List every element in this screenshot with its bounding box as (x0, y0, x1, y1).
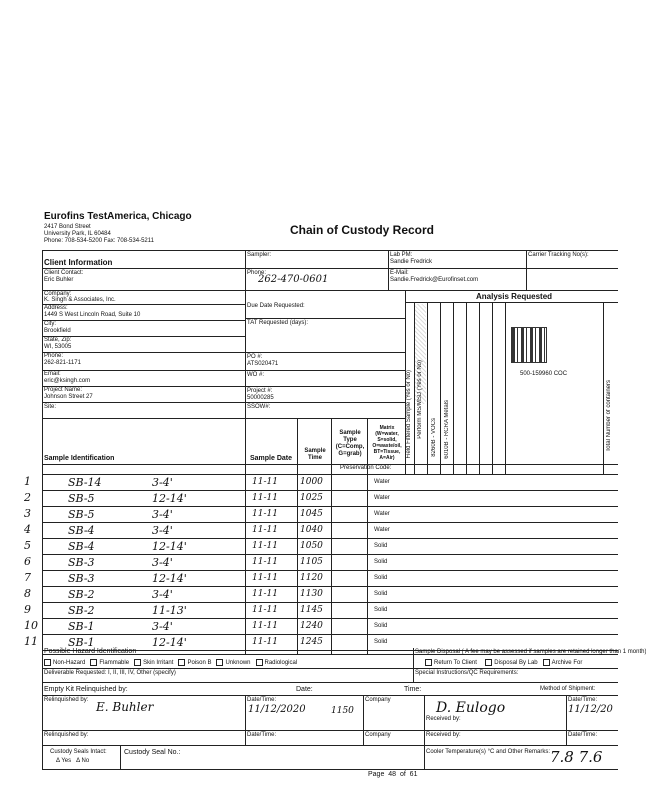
row-number[interactable]: 5 (24, 539, 31, 552)
hazard-poison-b[interactable]: Poison B (178, 660, 211, 666)
carrier-label: Carrier Tracking No(s): (528, 252, 589, 258)
special-instructions-label: Special Instructions/QC Requirements: (415, 670, 519, 676)
sample-date[interactable]: 11-11 (252, 477, 278, 487)
sample-matrix[interactable]: Solid (374, 623, 388, 629)
row-number[interactable]: 6 (24, 555, 31, 568)
sample-time[interactable]: 1105 (300, 557, 323, 567)
row-number[interactable]: 7 (24, 571, 31, 584)
sample-date[interactable]: 11-11 (252, 525, 278, 535)
due-date-label: Due Date Requested: (247, 303, 305, 309)
h-sample-date: Sample Date (250, 455, 293, 462)
sample-time[interactable]: 1040 (300, 525, 323, 535)
checkbox-icon (44, 659, 51, 666)
hazard-unknown[interactable]: Unknown (216, 660, 250, 666)
address-value: 1449 S West Lincoln Road, Suite 10 (44, 312, 141, 318)
city-value: Brookfield (44, 328, 71, 334)
city-label: City: (44, 321, 56, 327)
sample-time[interactable]: 1000 (300, 477, 323, 487)
table-row[interactable] (0, 507, 618, 523)
sample-matrix[interactable]: Solid (374, 575, 388, 581)
sample-depth[interactable]: 3-4' (152, 620, 173, 633)
hazard-non-hazard[interactable]: Non-Hazard (44, 660, 85, 666)
state-label: State, Zip: (44, 337, 72, 343)
custody-yes[interactable]: Δ Yes (56, 758, 72, 764)
client-email-value: eric@ksingh.com (44, 378, 91, 384)
sample-matrix[interactable]: Water (374, 511, 390, 517)
empty-kit-label: Empty Kit Relinquished by: (44, 686, 128, 693)
sample-matrix[interactable]: Solid (374, 591, 388, 597)
sample-date[interactable]: 11-11 (252, 573, 278, 583)
sample-id[interactable]: SB-3 (68, 556, 95, 569)
table-row[interactable] (0, 475, 618, 491)
col-method-2: 6010B - RCRA Metals (444, 400, 450, 459)
sample-depth[interactable]: 12-14' (152, 572, 187, 585)
checkbox-icon (216, 659, 223, 666)
disposal-title: Sample Disposal ( A fee may be assessed if samples are retained longer than 1 month) (415, 649, 646, 655)
qr-code-icon (512, 328, 546, 362)
sample-matrix[interactable]: Solid (374, 559, 388, 565)
hazard-options (44, 659, 297, 667)
sample-id[interactable]: SB-1 (68, 620, 95, 633)
col-method-1: 8260B - VOCs (431, 418, 437, 457)
sample-matrix[interactable]: Water (374, 527, 390, 533)
sample-depth[interactable]: 3-4' (152, 508, 173, 521)
method-shipment-label: Method of Shipment: (540, 686, 596, 692)
wo-label: WO #: (247, 372, 265, 378)
row-number[interactable]: 9 (24, 603, 31, 616)
company-label: Company: (44, 291, 72, 297)
cooler-temp-value[interactable]: 7.8 7.6 (550, 748, 603, 766)
sample-date[interactable]: 11-11 (252, 589, 278, 599)
table-row[interactable] (0, 603, 618, 619)
h-sample-time: Sample Time (304, 448, 326, 461)
checkbox-icon (485, 659, 492, 666)
project-no-label: Project #: (247, 388, 273, 394)
tat-label: TAT Requested (days): (247, 320, 309, 326)
labpm-value: Sandie Fredrick (390, 259, 433, 265)
h-sample-type: Sample Type (C=Comp, G=grab) (335, 430, 365, 457)
row-number[interactable]: 2 (24, 491, 31, 504)
rel-company-label-1: Company (365, 697, 391, 703)
sample-id[interactable]: SB-4 (68, 524, 95, 537)
sampler-label: Sampler: (247, 252, 272, 258)
sample-time[interactable]: 1130 (300, 589, 323, 599)
received-signature-1[interactable]: D. Eulogo (436, 700, 506, 716)
project-no-value: 50000285 (247, 395, 274, 401)
disposal-options (425, 659, 582, 667)
site-label: Site: (44, 404, 57, 410)
custody-no[interactable]: Δ No (76, 758, 90, 764)
hazard-skin-irritant[interactable]: Skin Irritant (134, 660, 173, 666)
sample-matrix[interactable]: Solid (374, 607, 388, 613)
email-value: Sandie.Fredrick@Eurofinset.com (390, 277, 479, 283)
relinquished-signature-1[interactable]: E. Buhler (96, 700, 154, 714)
relinquished-by-label-1: Relinquished by: (44, 697, 89, 703)
client-email-label: Email: (44, 371, 61, 377)
phone-label: Phone: (247, 270, 267, 276)
rel-datetime-value-1[interactable]: 11/12/2020 (248, 704, 306, 715)
sample-time[interactable]: 1245 (300, 637, 323, 647)
sample-time[interactable]: 1025 (300, 493, 323, 503)
sample-time[interactable]: 1240 (300, 621, 323, 631)
col-perform-ms: Perform MS/MSD (Yes or No) (417, 360, 423, 439)
row-number[interactable]: 3 (24, 507, 31, 520)
sample-date[interactable]: 11-11 (252, 509, 278, 519)
form-title: Chain of Custody Record (290, 223, 435, 237)
lab-address-1: 2417 Bond Street (44, 224, 91, 230)
sample-depth[interactable]: 3-4' (152, 556, 173, 569)
company-value: K. Singh & Associates, Inc. (44, 297, 116, 303)
project-label: Project Name: (44, 387, 83, 393)
hazard-flammable[interactable]: Flammable (90, 660, 129, 666)
sample-id[interactable]: SB-5 (68, 492, 95, 505)
row-number[interactable]: 8 (24, 587, 31, 600)
table-row[interactable] (0, 619, 618, 635)
checkbox-icon (134, 659, 141, 666)
sample-depth[interactable]: 3-4' (152, 588, 173, 601)
sample-matrix[interactable]: Water (374, 495, 390, 501)
deliverable-label: Deliverable Requested: I, II, III, IV, Other (specify) (44, 670, 176, 676)
custody-yes-no (56, 758, 89, 765)
sample-depth[interactable]: 3-4' (152, 476, 173, 489)
table-row[interactable] (0, 491, 618, 507)
sample-date[interactable]: 11-11 (252, 637, 278, 647)
checkbox-icon (256, 659, 263, 666)
table-row[interactable] (0, 587, 618, 603)
sample-depth[interactable]: 3-4' (152, 524, 173, 537)
state-value: WI, 53005 (44, 344, 72, 350)
rec-datetime-label-2: Date/Time: (568, 732, 598, 738)
row-number[interactable]: 4 (24, 523, 31, 536)
table-row[interactable] (0, 555, 618, 571)
sample-date[interactable]: 11-11 (252, 557, 278, 567)
received-by-label-1: Received by: (426, 716, 461, 722)
lab-ref: 500-159960 COC (520, 371, 568, 377)
sample-time[interactable]: 1120 (300, 573, 323, 583)
sample-matrix[interactable]: Water (374, 479, 390, 485)
address-label: Address: (44, 305, 68, 311)
analysis-title: Analysis Requested (476, 292, 553, 301)
client-contact-label: Client Contact: (44, 270, 84, 276)
sample-matrix[interactable]: Solid (374, 639, 388, 645)
row-number[interactable]: 11 (24, 635, 38, 648)
custody-seals-label: Custody Seals Intact: (50, 749, 107, 755)
checkbox-icon (425, 659, 432, 666)
rec-datetime-value-1[interactable]: 11/12/20 (568, 704, 613, 715)
email-label: E-Mail: (390, 270, 409, 276)
sampler-phone-value[interactable]: 262-470-0601 (258, 274, 329, 285)
cooler-temp-label: Cooler Temperature(s) °C and Other Remarks: (426, 749, 550, 755)
sample-date[interactable]: 11-11 (252, 541, 278, 551)
h-matrix: Matrix (W=water, S=solid, O=waste/oil, BT=Tissue, A=Air) (372, 425, 402, 461)
rel-time-value-1[interactable]: 1150 (331, 706, 354, 716)
labpm-label: Lab PM: (390, 252, 413, 258)
sample-date[interactable]: 11-11 (252, 621, 278, 631)
sample-id[interactable]: SB-2 (68, 588, 95, 601)
client-section-title: Client Information (44, 258, 113, 267)
rel-datetime-label-1: Date/Time: (247, 697, 277, 703)
sample-id[interactable]: SB-5 (68, 508, 95, 521)
sample-id[interactable]: SB-3 (68, 572, 95, 585)
checkbox-icon (178, 659, 185, 666)
disposal-archive[interactable]: Archive For (543, 660, 583, 666)
table-row[interactable] (0, 539, 618, 555)
relinquished-by-label-2: Relinquished by: (44, 732, 89, 738)
disposal-return[interactable]: Return To Client (425, 660, 477, 666)
table-row[interactable] (0, 523, 618, 539)
page-indicator: Page 48 of 61 (368, 771, 418, 778)
sample-id[interactable]: SB-2 (68, 604, 95, 617)
sample-id[interactable]: SB-1 (68, 636, 95, 649)
sample-time[interactable]: 1145 (300, 605, 323, 615)
sample-time[interactable]: 1050 (300, 541, 323, 551)
po-label: PO #: (247, 354, 263, 360)
po-value: ATS020471 (247, 361, 279, 367)
row-number[interactable]: 10 (24, 619, 38, 632)
rel-company-label-2: Company (365, 732, 391, 738)
rel-datetime-label-2: Date/Time: (247, 732, 277, 738)
client-phone-value: 262-821-1171 (44, 360, 81, 366)
sample-date[interactable]: 11-11 (252, 605, 278, 615)
col-field-filtered: Field Filtered Sample (Yes or No) (406, 370, 412, 459)
received-by-label-2: Received by: (426, 732, 461, 738)
h-preservation: Preservation Code: (340, 465, 392, 471)
sample-date[interactable]: 11-11 (252, 493, 278, 503)
lab-name: Eurofins TestAmerica, Chicago (44, 211, 192, 222)
h-sample-ident: Sample Identification (44, 455, 115, 462)
ssow-label: SSOW#: (247, 404, 271, 410)
client-phone-label: Phone: (44, 353, 64, 359)
checkbox-icon (90, 659, 97, 666)
client-contact-value: Eric Buhler (44, 277, 74, 283)
sample-depth[interactable]: 12-14' (152, 540, 187, 553)
table-row[interactable] (0, 571, 618, 587)
project-value: Johnson Street 27 (44, 394, 93, 400)
row-number[interactable]: 1 (24, 475, 31, 488)
custody-seal-no-label: Custody Seal No.: (124, 749, 181, 756)
checkbox-icon (543, 659, 550, 666)
sample-depth[interactable]: 12-14' (152, 636, 187, 649)
sample-depth[interactable]: 12-14' (152, 492, 187, 505)
sample-depth[interactable]: 11-13' (152, 604, 187, 617)
sample-matrix[interactable]: Solid (374, 543, 388, 549)
disposal-by-lab[interactable]: Disposal By Lab (485, 660, 537, 666)
rec-datetime-label-1: Date/Time: (568, 697, 598, 703)
sample-time[interactable]: 1045 (300, 509, 323, 519)
lab-address-2: University Park, IL 60484 (44, 231, 111, 237)
hazard-title: Possible Hazard Identification (44, 648, 137, 655)
empty-kit-date-label: Date: (296, 686, 313, 693)
empty-kit-time-label: Time: (404, 686, 422, 693)
sample-id[interactable]: SB-4 (68, 540, 95, 553)
lab-phone: Phone: 708-534-5200 Fax: 708-534-5211 (44, 238, 154, 244)
sample-id[interactable]: SB-14 (68, 476, 102, 489)
hazard-radiological[interactable]: Radiological (256, 660, 298, 666)
col-total: Total Number of containers (606, 380, 612, 452)
